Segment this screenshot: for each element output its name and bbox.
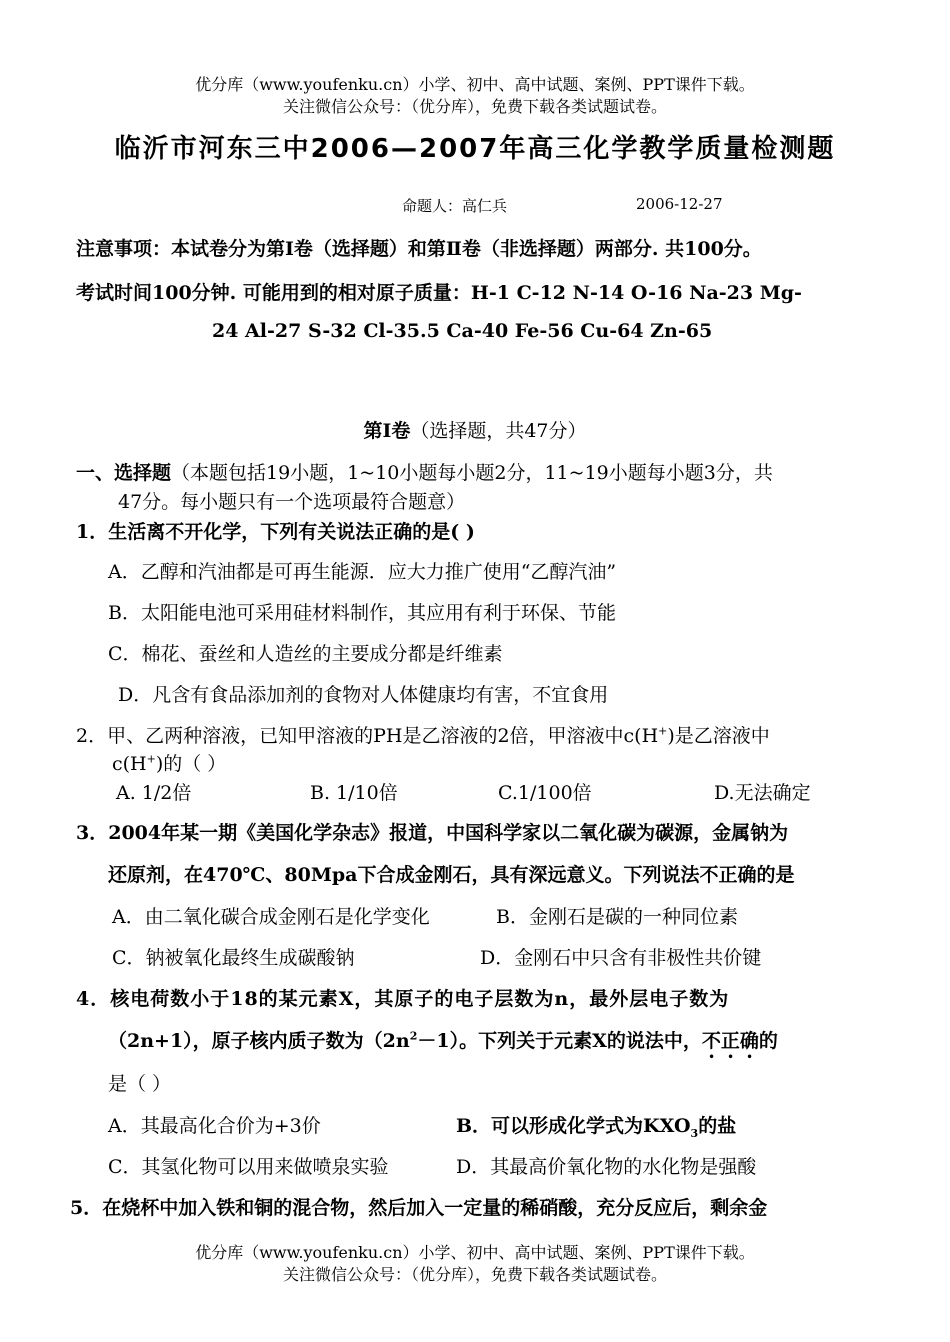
part-desc-1: （本题包括19小题，1~10小题每小题2分，11~19小题每小题3分，共	[171, 462, 773, 484]
q4-line-2	[108, 1026, 778, 1063]
q5-line-1: 5．在烧杯中加入铁和铜的混合物，然后加入一定量的稀硝酸，充分反应后，剩余金	[70, 1197, 768, 1219]
q4-line-2b: －1）。下列关于元素X的说法中，	[417, 1030, 702, 1052]
section-heading-bold: 第Ⅰ卷	[363, 420, 411, 442]
q4-option-b-sub: 3	[690, 1126, 699, 1140]
q2-stem-c: c(H	[112, 753, 147, 775]
q4-option-b	[456, 1111, 736, 1140]
q4-line-3: 是（ ）	[108, 1073, 172, 1095]
notes-line-2: 考试时间100分钟. 可能用到的相对原子质量：H-1 C-12 N-14 O-16 Na-23 Mg-	[76, 282, 802, 304]
page-title: 临沂市河东三中2006—2007年高三化学教学质量检测题	[114, 134, 836, 164]
part-label: 一、选择题	[76, 462, 172, 484]
q2-option-a: A. 1/2倍	[116, 782, 192, 804]
author: 命题人：高仁兵	[402, 197, 508, 215]
section-heading-rest: （选择题，共47分）	[410, 420, 587, 442]
q4-sup: 2	[409, 1029, 418, 1043]
q2-option-c: C.1/100倍	[498, 782, 592, 804]
part-description-line-2: 47分。每小题只有一个选项最符合题意）	[118, 491, 466, 513]
q2-option-b: B. 1/10倍	[310, 782, 398, 804]
q2-stem-b: )是乙溶液中	[667, 725, 770, 747]
q1-stem: 1．生活离不开化学，下列有关说法正确的是( )	[76, 521, 475, 543]
section-heading	[0, 416, 950, 443]
q4-option-c: C．其氢化物可以用来做喷泉实验	[108, 1156, 389, 1178]
q2-stem-line-1	[76, 721, 770, 748]
notes-line-1: 注意事项：本试卷分为第Ⅰ卷（选择题）和第Ⅱ卷（非选择题）两部分. 共100分。	[76, 238, 762, 260]
q3-option-c: C．钠被氧化最终生成碳酸钠	[112, 947, 355, 969]
q3-option-a: A．由二氧化碳合成金刚石是化学变化	[112, 906, 430, 928]
q1-option-c: C．棉花、蚕丝和人造丝的主要成分都是纤维素	[108, 643, 503, 665]
q3-line-2: 还原剂，在470℃、80Mpa下合成金刚石，具有深远意义。下列说法不正确的是	[108, 864, 795, 886]
notes-line-3: 24 Al-27 S-32 Cl-35.5 Ca-40 Fe-56 Cu-64 Zn-65	[212, 320, 713, 342]
q2-stem-d: )的（ ）	[155, 753, 227, 775]
q4-option-b-post: 的盐	[698, 1115, 737, 1137]
q3-line-1: 3．2004年某一期《美国化学杂志》报道，中国科学家以二氧化碳为碳源，金属钠为	[76, 822, 789, 844]
date: 2006-12-27	[636, 195, 723, 213]
footer-line-1: 优分库（www.youfenku.cn）小学、初中、高中试题、案例、PPT课件下载。	[195, 1243, 755, 1262]
q2-stem-line-2	[112, 749, 226, 776]
q1-option-b: B．太阳能电池可采用硅材料制作，其应用有利于环保、节能	[108, 602, 616, 624]
q4-line-2c: 的	[758, 1030, 778, 1052]
q1-option-a: A．乙醇和汽油都是可再生能源．应大力推广使用“乙醇汽油”	[108, 561, 617, 583]
q4-emphasis: 不正确	[701, 1030, 759, 1052]
q2-option-d: D.无法确定	[714, 782, 811, 804]
q4-option-d: D．其最高价氧化物的水化物是强酸	[456, 1156, 757, 1178]
q4-line-2a: （2n+1），原子核内质子数为（2n	[108, 1030, 410, 1052]
header-line-1: 优分库（www.youfenku.cn）小学、初中、高中试题、案例、PPT课件下载。	[195, 75, 755, 94]
q3-option-b: B．金刚石是碳的一种同位素	[496, 906, 738, 928]
q2-sup-1: +	[658, 724, 668, 738]
q2-num: 2．	[76, 725, 108, 747]
q2-stem-a: 甲、乙两种溶液，已知甲溶液的PH是乙溶液的2倍，甲溶液中c(H	[107, 725, 659, 747]
q1-option-d: D．凡含有食品添加剂的食物对人体健康均有害，不宜食用	[118, 684, 609, 706]
q3-option-d: D．金刚石中只含有非极性共价键	[480, 947, 762, 969]
header-line-2: 关注微信公众号：（优分库），免费下载各类试题试卷。	[282, 97, 667, 116]
q4-line-1: 4．核电荷数小于18的某元素X，其原子的电子层数为n，最外层电子数为	[76, 988, 730, 1010]
q4-option-b-pre: B．可以形成化学式为KXO	[456, 1115, 691, 1137]
q4-option-a: A．其最高化合价为+3价	[108, 1115, 321, 1137]
q2-sup-2: +	[146, 752, 156, 766]
footer-line-2: 关注微信公众号：（优分库），免费下载各类试题试卷。	[282, 1265, 667, 1284]
part-description-line-1	[76, 458, 773, 485]
